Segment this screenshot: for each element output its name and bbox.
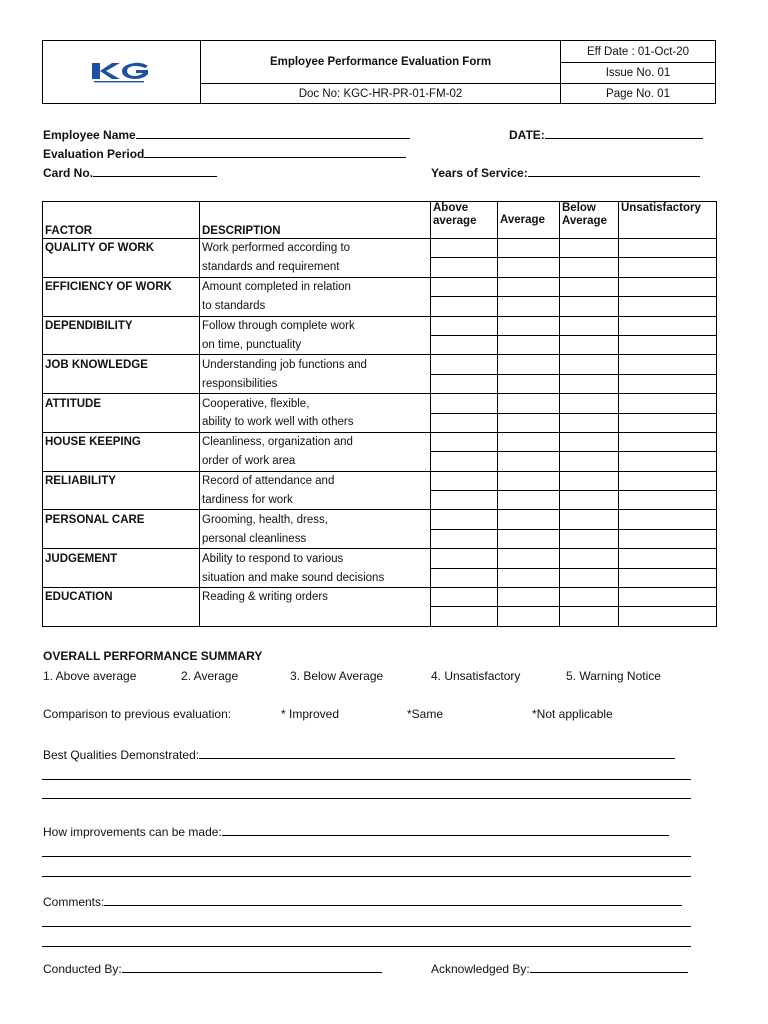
doc-number: Doc No: KGC-HR-PR-01-FM-02 xyxy=(298,88,463,100)
description-cell: Follow through complete work xyxy=(200,316,431,335)
description-cell: tardiness for work xyxy=(200,491,431,510)
rating-cell-average[interactable] xyxy=(498,588,560,607)
table-row xyxy=(43,316,717,335)
card-no-field[interactable] xyxy=(43,164,217,180)
page-number: Page No. 01 xyxy=(606,88,670,100)
rating-cell-average[interactable] xyxy=(498,413,560,432)
rating-cell-below-average[interactable] xyxy=(560,452,619,471)
factor-cell xyxy=(43,568,200,587)
date-label: DATE: xyxy=(509,128,545,142)
best-qualities-line[interactable] xyxy=(199,746,675,759)
factor-cell xyxy=(43,491,200,510)
company-logo xyxy=(43,41,201,103)
rating-cell-above-average[interactable] xyxy=(431,568,498,587)
years-of-service-field[interactable] xyxy=(431,164,700,180)
rating-cell-below-average[interactable] xyxy=(560,510,619,529)
rating-cell-above-average[interactable] xyxy=(431,316,498,335)
evaluation-period-field[interactable] xyxy=(43,145,406,161)
factor-cell xyxy=(43,297,200,316)
summary-option-above-average[interactable]: 1. Above average xyxy=(43,669,137,683)
table-row xyxy=(43,491,717,510)
table-row xyxy=(43,258,717,277)
factor-cell: EDUCATION xyxy=(43,588,200,607)
rating-cell-unsatisfactory[interactable] xyxy=(619,394,717,413)
rating-cell-unsatisfactory[interactable] xyxy=(619,277,717,296)
rating-cell-above-average[interactable] xyxy=(431,471,498,490)
acknowledged-by-label: Acknowledged By: xyxy=(431,962,530,976)
comparison-improved[interactable]: * Improved xyxy=(281,707,340,721)
comparison-not-applicable[interactable]: *Not applicable xyxy=(532,707,613,721)
factor-cell: HOUSE KEEPING xyxy=(43,432,200,451)
comments-field[interactable] xyxy=(43,893,682,909)
table-row xyxy=(43,239,717,258)
employee-name-field[interactable] xyxy=(43,126,410,142)
rating-cell-unsatisfactory[interactable] xyxy=(619,413,717,432)
rating-cell-unsatisfactory[interactable] xyxy=(619,258,717,277)
rating-cell-above-average[interactable] xyxy=(431,452,498,471)
table-row xyxy=(43,529,717,548)
description-cell: Record of attendance and xyxy=(200,471,431,490)
description-cell: Understanding job functions and xyxy=(200,355,431,374)
summary-option-average[interactable]: 2. Average xyxy=(181,669,239,683)
rating-cell-unsatisfactory[interactable] xyxy=(619,355,717,374)
rating-cell-unsatisfactory[interactable] xyxy=(619,588,717,607)
rating-cell-above-average[interactable] xyxy=(431,258,498,277)
rating-cell-above-average[interactable] xyxy=(431,355,498,374)
improvements-line[interactable] xyxy=(42,856,691,857)
factor-cell: ATTITUDE xyxy=(43,394,200,413)
factor-cell xyxy=(43,452,200,471)
factor-cell: JOB KNOWLEDGE xyxy=(43,355,200,374)
description-cell: personal cleanliness xyxy=(200,529,431,548)
rating-cell-above-average[interactable] xyxy=(431,510,498,529)
table-row xyxy=(43,355,717,374)
rating-cell-below-average[interactable] xyxy=(560,258,619,277)
factor-cell xyxy=(43,335,200,354)
description-cell: Reading & writing orders xyxy=(200,588,431,607)
rating-cell-unsatisfactory[interactable] xyxy=(619,316,717,335)
rating-cell-above-average[interactable] xyxy=(431,432,498,451)
evaluation-period-label: Evaluation Period xyxy=(43,147,145,161)
rating-cell-above-average[interactable] xyxy=(431,297,498,316)
conducted-by-label: Conducted By: xyxy=(43,962,122,976)
rating-cell-below-average[interactable] xyxy=(560,432,619,451)
card-no-line[interactable] xyxy=(93,164,217,177)
rating-cell-below-average[interactable] xyxy=(560,239,619,258)
rating-cell-average[interactable] xyxy=(498,394,560,413)
acknowledged-by-field[interactable] xyxy=(431,960,688,976)
form-header xyxy=(42,40,716,104)
summary-option-unsatisfactory[interactable]: 4. Unsatisfactory xyxy=(431,669,521,683)
comparison-label: Comparison to previous evaluation: xyxy=(43,707,232,721)
rating-cell-above-average[interactable] xyxy=(431,588,498,607)
best-qualities-label: Best Qualities Demonstrated: xyxy=(43,748,200,762)
table-row xyxy=(43,335,717,354)
rating-cell-above-average[interactable] xyxy=(431,413,498,432)
table-row xyxy=(43,510,717,529)
rating-cell-average[interactable] xyxy=(498,335,560,354)
comparison-same[interactable]: *Same xyxy=(407,707,444,721)
table-row xyxy=(43,452,717,471)
rating-cell-unsatisfactory[interactable] xyxy=(619,452,717,471)
factor-header: FACTOR xyxy=(43,202,200,239)
table-row xyxy=(43,568,717,587)
rating-cell-below-average[interactable] xyxy=(560,529,619,548)
improvements-line[interactable] xyxy=(42,876,691,877)
rating-cell-unsatisfactory[interactable] xyxy=(619,297,717,316)
evaluation-table xyxy=(42,201,717,627)
improvements-label: How improvements can be made: xyxy=(43,825,222,839)
table-row xyxy=(43,374,717,393)
table-row xyxy=(43,549,717,568)
factor-cell: DEPENDIBILITY xyxy=(43,316,200,335)
rating-cell-below-average[interactable] xyxy=(560,491,619,510)
card-no-label: Card No. xyxy=(43,166,94,180)
issue-number: Issue No. 01 xyxy=(605,67,671,79)
comments-line[interactable] xyxy=(42,926,691,927)
rating-cell-unsatisfactory[interactable] xyxy=(619,510,717,529)
rating-cell-average[interactable] xyxy=(498,568,560,587)
description-cell: Cooperative, flexible, xyxy=(200,394,431,413)
factor-cell xyxy=(43,258,200,277)
description-cell xyxy=(200,607,431,626)
factor-cell: JUDGEMENT xyxy=(43,549,200,568)
average-header: Average xyxy=(498,202,560,239)
rating-cell-unsatisfactory[interactable] xyxy=(619,335,717,354)
table-row xyxy=(43,607,717,626)
rating-cell-above-average[interactable] xyxy=(431,374,498,393)
above-average-header: Above average xyxy=(431,202,498,239)
rating-cell-average[interactable] xyxy=(498,452,560,471)
description-cell: ability to work well with others xyxy=(200,413,431,432)
table-row xyxy=(43,471,717,490)
description-cell: order of work area xyxy=(200,452,431,471)
rating-cell-average[interactable] xyxy=(498,239,560,258)
rating-cell-average[interactable] xyxy=(498,355,560,374)
rating-cell-below-average[interactable] xyxy=(560,355,619,374)
rating-cell-below-average[interactable] xyxy=(560,413,619,432)
table-row xyxy=(43,297,717,316)
factor-cell: EFFICIENCY OF WORK xyxy=(43,277,200,296)
date-field[interactable] xyxy=(509,126,703,142)
description-cell: to standards xyxy=(200,297,431,316)
rating-cell-below-average[interactable] xyxy=(560,394,619,413)
conducted-by-field[interactable] xyxy=(43,960,382,976)
rating-cell-below-average[interactable] xyxy=(560,335,619,354)
table-header-row xyxy=(43,202,717,239)
effective-date: Eff Date : 01-Oct-20 xyxy=(586,45,690,58)
date-line[interactable] xyxy=(545,126,703,139)
table-row xyxy=(43,394,717,413)
rating-cell-unsatisfactory[interactable] xyxy=(619,239,717,258)
summary-option-below-average[interactable]: 3. Below Average xyxy=(290,669,384,683)
rating-cell-unsatisfactory[interactable] xyxy=(619,374,717,393)
rating-cell-unsatisfactory[interactable] xyxy=(619,529,717,548)
factor-cell xyxy=(43,607,200,626)
rating-cell-below-average[interactable] xyxy=(560,471,619,490)
summary-heading: OVERALL PERFORMANCE SUMMARY xyxy=(43,649,263,663)
rating-cell-above-average[interactable] xyxy=(431,491,498,510)
description-cell: Amount completed in relation xyxy=(200,277,431,296)
rating-cell-unsatisfactory[interactable] xyxy=(619,607,717,626)
below-average-header: Below Average xyxy=(560,202,619,239)
best-qualities-field[interactable] xyxy=(43,746,675,762)
summary-option-warning-notice[interactable]: 5. Warning Notice xyxy=(566,669,661,683)
employee-name-line[interactable] xyxy=(136,126,410,139)
description-cell: Ability to respond to various xyxy=(200,549,431,568)
rating-cell-average[interactable] xyxy=(498,471,560,490)
rating-cell-above-average[interactable] xyxy=(431,549,498,568)
factor-cell: RELIABILITY xyxy=(43,471,200,490)
rating-cell-below-average[interactable] xyxy=(560,568,619,587)
rating-cell-below-average[interactable] xyxy=(560,374,619,393)
evaluation-period-line[interactable] xyxy=(144,145,406,158)
factor-cell: QUALITY OF WORK xyxy=(43,239,200,258)
description-cell: situation and make sound decisions xyxy=(200,568,431,587)
comments-label: Comments: xyxy=(43,895,105,909)
rating-cell-above-average[interactable] xyxy=(431,529,498,548)
factor-cell: PERSONAL CARE xyxy=(43,510,200,529)
rating-cell-above-average[interactable] xyxy=(431,607,498,626)
rating-cell-average[interactable] xyxy=(498,549,560,568)
rating-cell-average[interactable] xyxy=(498,258,560,277)
factor-cell xyxy=(43,529,200,548)
factor-cell xyxy=(43,374,200,393)
rating-cell-average[interactable] xyxy=(498,316,560,335)
rating-cell-below-average[interactable] xyxy=(560,549,619,568)
rating-cell-unsatisfactory[interactable] xyxy=(619,491,717,510)
rating-cell-above-average[interactable] xyxy=(431,239,498,258)
rating-cell-average[interactable] xyxy=(498,491,560,510)
employee-name-label: Employee Name xyxy=(43,128,136,142)
unsatisfactory-header: Unsatisfactory xyxy=(619,202,717,239)
table-row xyxy=(43,277,717,296)
description-header: DESCRIPTION xyxy=(200,202,431,239)
rating-cell-average[interactable] xyxy=(498,529,560,548)
rating-cell-unsatisfactory[interactable] xyxy=(619,432,717,451)
best-qualities-line[interactable] xyxy=(42,798,691,799)
rating-cell-average[interactable] xyxy=(498,277,560,296)
rating-cell-below-average[interactable] xyxy=(560,607,619,626)
kg-logo-icon xyxy=(90,59,154,85)
comments-line[interactable] xyxy=(42,946,691,947)
table-row xyxy=(43,413,717,432)
description-cell: Cleanliness, organization and xyxy=(200,432,431,451)
rating-cell-above-average[interactable] xyxy=(431,394,498,413)
improvements-field[interactable] xyxy=(43,823,669,839)
years-of-service-label: Years of Service: xyxy=(431,166,528,180)
rating-cell-average[interactable] xyxy=(498,510,560,529)
rating-cell-average[interactable] xyxy=(498,297,560,316)
conducted-by-line[interactable] xyxy=(122,960,382,973)
rating-cell-above-average[interactable] xyxy=(431,277,498,296)
description-cell: standards and requirement xyxy=(200,258,431,277)
description-cell: on time, punctuality xyxy=(200,335,431,354)
table-row xyxy=(43,588,717,607)
rating-cell-average[interactable] xyxy=(498,374,560,393)
rating-cell-below-average[interactable] xyxy=(560,316,619,335)
best-qualities-line[interactable] xyxy=(42,779,691,780)
rating-cell-unsatisfactory[interactable] xyxy=(619,471,717,490)
rating-cell-below-average[interactable] xyxy=(560,297,619,316)
rating-cell-below-average[interactable] xyxy=(560,277,619,296)
form-title: Employee Performance Evaluation Form xyxy=(269,56,492,68)
description-cell: Work performed according to xyxy=(200,239,431,258)
years-of-service-line[interactable] xyxy=(528,164,700,177)
factor-cell xyxy=(43,413,200,432)
rating-cell-average[interactable] xyxy=(498,432,560,451)
table-row xyxy=(43,432,717,451)
comments-line[interactable] xyxy=(104,893,682,906)
description-cell: responsibilities xyxy=(200,374,431,393)
rating-cell-average[interactable] xyxy=(498,607,560,626)
improvements-line[interactable] xyxy=(222,823,669,836)
rating-cell-above-average[interactable] xyxy=(431,335,498,354)
acknowledged-by-line[interactable] xyxy=(530,960,688,973)
rating-cell-unsatisfactory[interactable] xyxy=(619,568,717,587)
rating-cell-unsatisfactory[interactable] xyxy=(619,549,717,568)
rating-cell-below-average[interactable] xyxy=(560,588,619,607)
description-cell: Grooming, health, dress, xyxy=(200,510,431,529)
